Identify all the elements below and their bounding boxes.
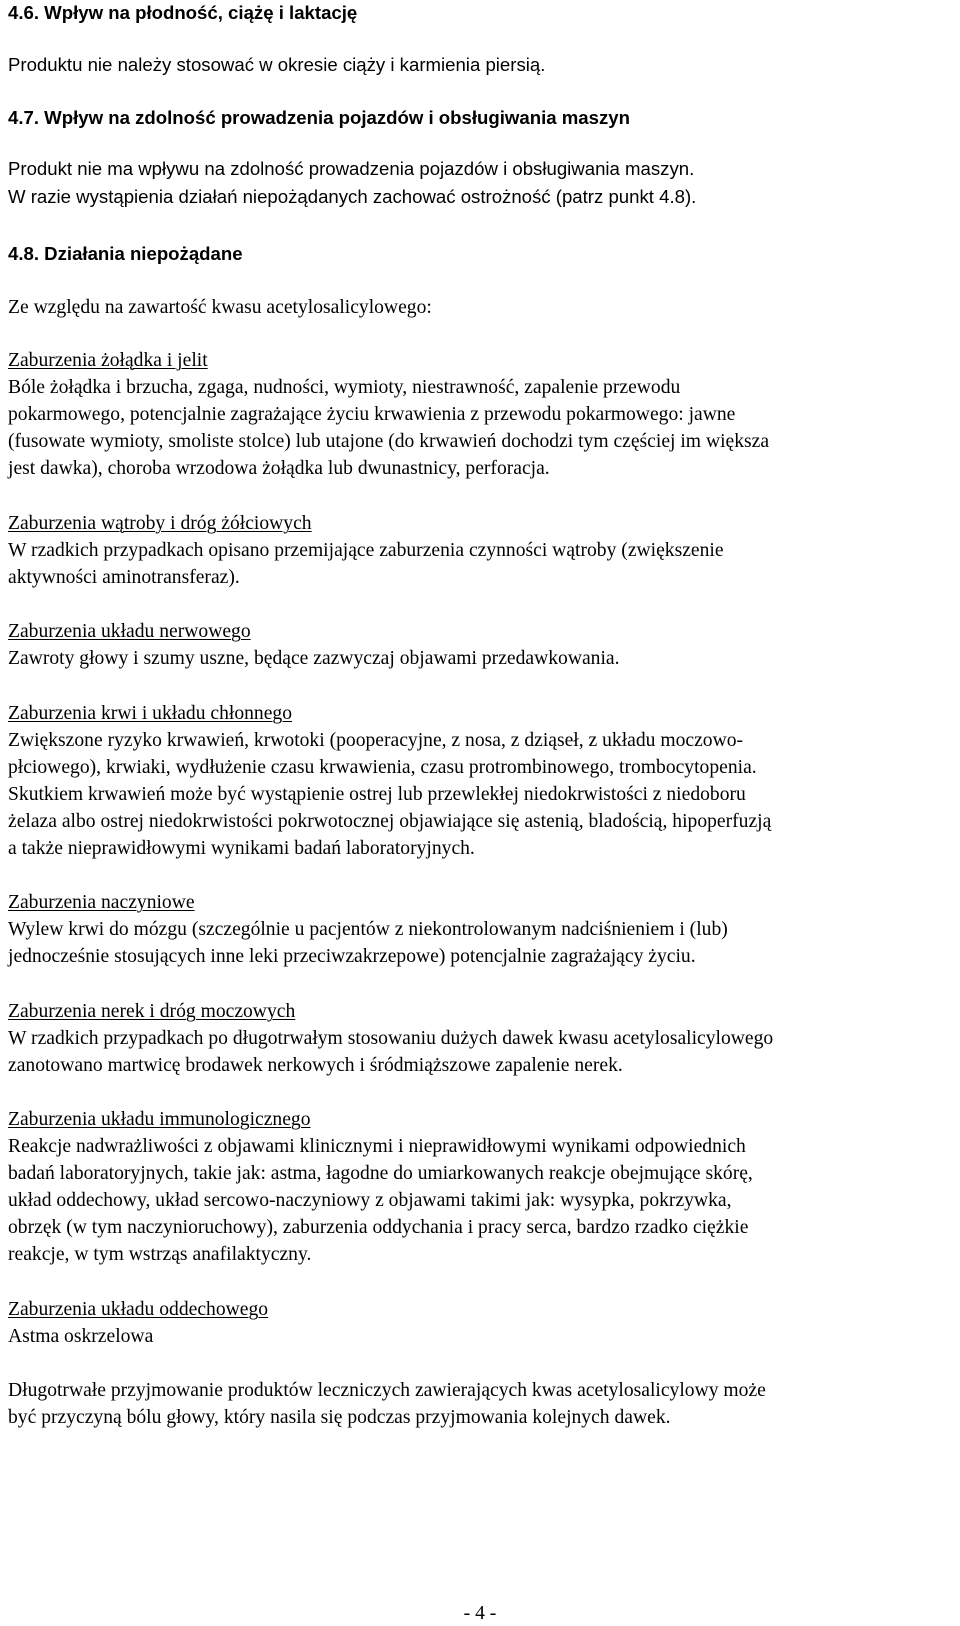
- group-line: (fusowate wymioty, smoliste stolce) lub utajone (do krwawień dochodzi tym częściej im większa: [8, 431, 770, 452]
- section-4-6-text: Produktu nie należy stosować w okresie ciąży i karmienia piersią.: [8, 54, 546, 75]
- group-title-hepatobiliary: Zaburzenia wątroby i dróg żółciowych: [8, 513, 312, 534]
- group-line: obrzęk (w tym naczynioruchowy), zaburzenia oddychania i pracy serca, bardzo rzadko ciężkie: [8, 1217, 749, 1238]
- group-line: płciowego), krwiaki, wydłużenie czasu krwawienia, czasu protrombinowego, trombocytopenia.: [8, 757, 757, 778]
- section-4-8-intro: Ze względu na zawartość kwasu acetylosalicylowego:: [8, 297, 432, 318]
- group-line: jest dawka), choroba wrzodowa żołądka lub dwunastnicy, perforacja.: [8, 458, 550, 479]
- closing-paragraph-line: być przyczyną bólu głowy, który nasila się podczas przyjmowania kolejnych dawek.: [8, 1407, 671, 1428]
- section-4-7-line: W razie wystąpienia działań niepożądanych zachować ostrożność (patrz punkt 4.8).: [8, 186, 697, 207]
- group-line: reakcje, w tym wstrząs anafilaktyczny.: [8, 1244, 312, 1265]
- group-title-renal-urinary: Zaburzenia nerek i dróg moczowych: [8, 1001, 296, 1022]
- group-line: Wylew krwi do mózgu (szczególnie u pacjentów z niekontrolowanym nadciśnieniem i (lub): [8, 919, 728, 940]
- group-line: układ oddechowy, układ sercowo-naczyniowy z objawami takimi jak: wysypka, pokrzywka,: [8, 1190, 732, 1211]
- group-line: aktywności aminotransferaz).: [8, 567, 240, 588]
- group-line: Skutkiem krwawień może być wystąpienie ostrej lub przewlekłej niedokrwistości z niedoboru: [8, 784, 746, 805]
- page-number: - 4 -: [463, 1603, 497, 1624]
- group-line: pokarmowego, potencjalnie zagrażające życiu krwawienia z przewodu pokarmowego: jawne: [8, 404, 736, 425]
- group-line: W rzadkich przypadkach opisano przemijające zaburzenia czynności wątroby (zwiększenie: [8, 540, 724, 561]
- section-4-8-heading: 4.8. Działania niepożądane: [8, 243, 243, 264]
- closing-paragraph-line: Długotrwałe przyjmowanie produktów leczniczych zawierających kwas acetylosalicylowy może: [8, 1380, 766, 1401]
- group-line: a także nieprawidłowymi wynikami badań laboratoryjnych.: [8, 838, 475, 859]
- group-line: żelaza albo ostrej niedokrwistości pokrwotocznej objawiające się astenią, bladością, hipoperfuzją: [8, 811, 772, 832]
- group-line: badań laboratoryjnych, takie jak: astma, łagodne do umiarkowanych reakcje obejmujące skórę,: [8, 1163, 753, 1184]
- group-line: jednocześnie stosujących inne leki przeciwzakrzepowe) potencjalnie zagrażający życiu.: [8, 946, 696, 967]
- group-line: Zwiększone ryzyko krwawień, krwotoki (pooperacyjne, z nosa, z dziąseł, z układu moczowo-: [8, 730, 744, 751]
- group-title-vascular: Zaburzenia naczyniowe: [8, 892, 195, 913]
- group-line: Astma oskrzelowa: [8, 1326, 154, 1347]
- group-title-blood-lymphatic: Zaburzenia krwi i układu chłonnego: [8, 703, 293, 724]
- section-4-7-line: Produkt nie ma wpływu na zdolność prowadzenia pojazdów i obsługiwania maszyn.: [8, 158, 695, 179]
- group-line: W rzadkich przypadkach po długotrwałym stosowaniu dużych dawek kwasu acetylosalicylowego: [8, 1028, 774, 1049]
- section-4-6-heading: 4.6. Wpływ na płodność, ciążę i laktację: [8, 2, 358, 23]
- group-title-nervous-system: Zaburzenia układu nerwowego: [8, 621, 251, 642]
- group-line: zanotowano martwicę brodawek nerkowych i śródmiąższowe zapalenie nerek.: [8, 1055, 623, 1076]
- group-title-respiratory: Zaburzenia układu oddechowego: [8, 1299, 269, 1320]
- group-title-immune-system: Zaburzenia układu immunologicznego: [8, 1109, 311, 1130]
- group-line: Zawroty głowy i szumy uszne, będące zazwyczaj objawami przedawkowania.: [8, 648, 620, 669]
- section-4-7-heading: 4.7. Wpływ na zdolność prowadzenia pojazdów i obsługiwania maszyn: [8, 107, 630, 128]
- group-title-gastrointestinal: Zaburzenia żołądka i jelit: [8, 350, 208, 371]
- group-line: Bóle żołądka i brzucha, zgaga, nudności, wymioty, niestrawność, zapalenie przewodu: [8, 377, 681, 398]
- group-line: Reakcje nadwrażliwości z objawami klinicznymi i nieprawidłowymi wynikami odpowiednich: [8, 1136, 746, 1157]
